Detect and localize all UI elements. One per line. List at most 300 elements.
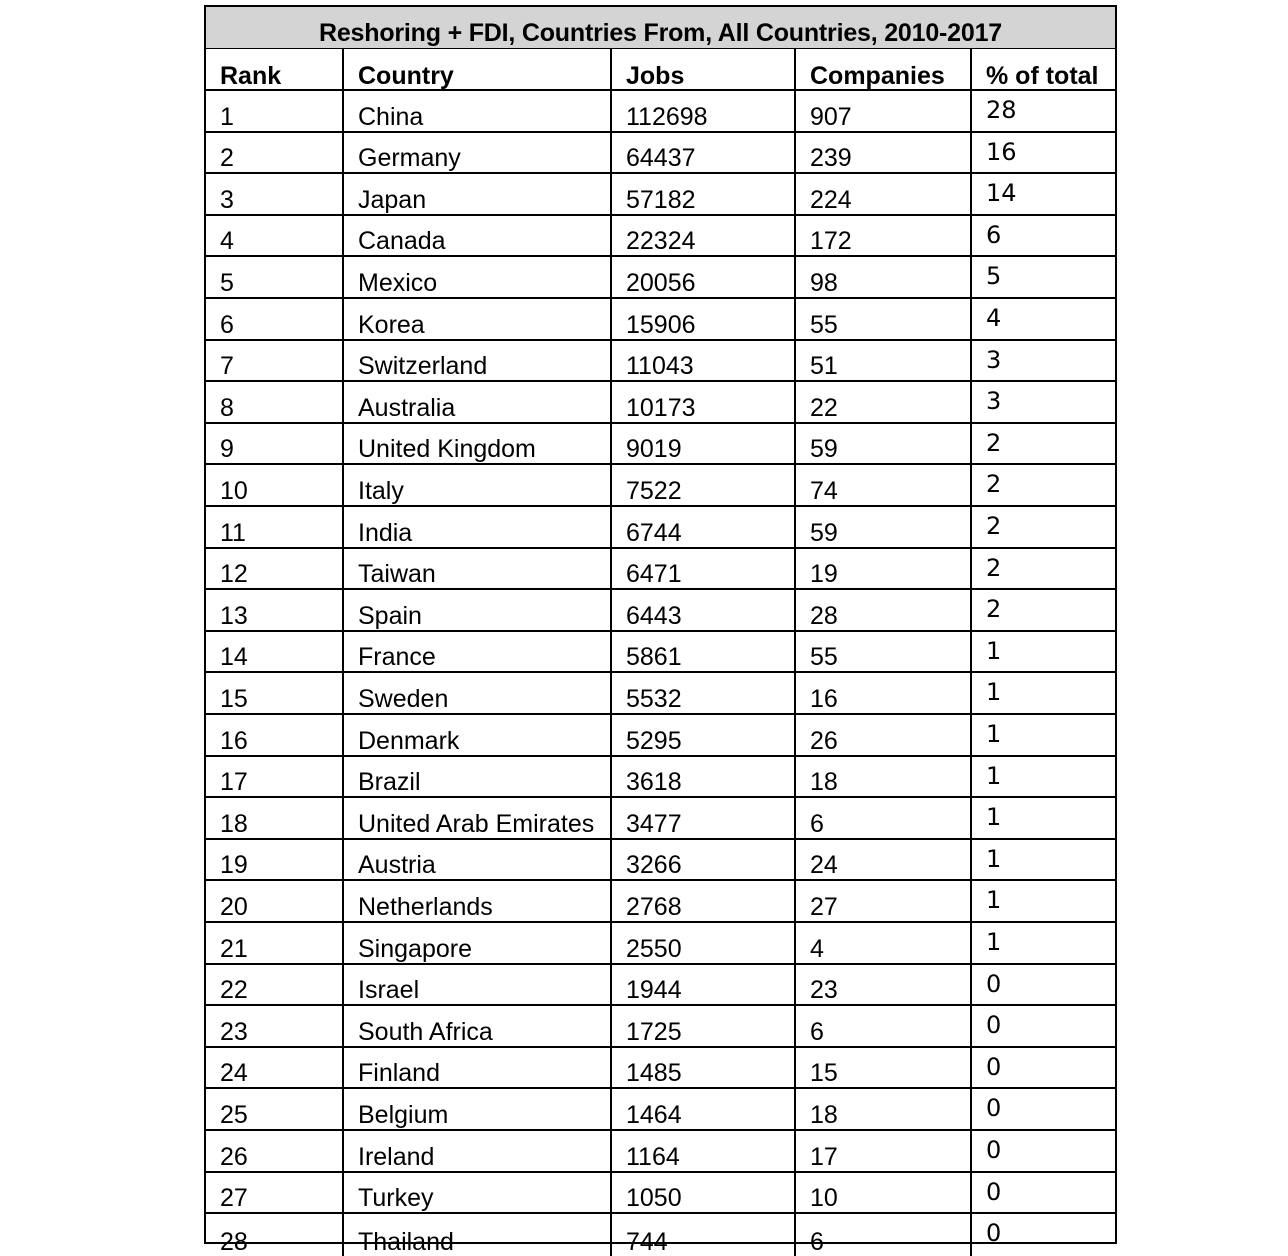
rank-cell-value: 9 [220, 435, 234, 464]
jobs-cell [612, 424, 796, 464]
jobs-cell [612, 1131, 796, 1171]
companies-cell [796, 632, 972, 672]
table-row [206, 673, 1115, 715]
table-row [206, 382, 1115, 424]
rank-cell-value: 22 [220, 976, 248, 1005]
country-cell [344, 923, 612, 963]
rank-cell-value: 25 [220, 1100, 248, 1129]
table-row [206, 1173, 1115, 1215]
jobs-cell [612, 133, 796, 173]
country-cell [344, 216, 612, 256]
jobs-cell-value: 5532 [626, 684, 682, 713]
companies-cell-value: 59 [810, 518, 838, 547]
rank-cell-value: 19 [220, 851, 248, 880]
jobs-cell-value: 57182 [626, 185, 696, 214]
companies-cell [796, 881, 972, 921]
jobs-cell [612, 715, 796, 755]
country-cell [344, 1173, 612, 1213]
country-cell [344, 1006, 612, 1046]
rank-cell [206, 133, 344, 173]
pct-cell [972, 1173, 1115, 1213]
companies-cell [796, 1006, 972, 1046]
pct-cell [972, 257, 1115, 297]
companies-cell [796, 757, 972, 797]
rank-cell [206, 1173, 344, 1213]
companies-cell [796, 923, 972, 963]
country-cell [344, 133, 612, 173]
companies-cell [796, 1089, 972, 1129]
pct-cell-value: 1 [986, 844, 1002, 873]
companies-cell [796, 590, 972, 630]
rank-cell-value: 8 [220, 393, 234, 422]
jobs-cell [612, 382, 796, 422]
table-row [206, 840, 1115, 882]
header-rank [206, 49, 344, 89]
country-cell [344, 507, 612, 547]
rank-cell [206, 673, 344, 713]
jobs-cell [612, 257, 796, 297]
country-cell [344, 465, 612, 505]
pct-cell [972, 299, 1115, 339]
companies-cell-value: 24 [810, 851, 838, 880]
rank-cell-value: 28 [220, 1227, 248, 1256]
table-row [206, 216, 1115, 258]
jobs-cell [612, 91, 796, 131]
companies-cell-value: 27 [810, 892, 838, 921]
jobs-cell-value: 10173 [626, 393, 696, 422]
pct-cell [972, 507, 1115, 547]
jobs-cell [612, 299, 796, 339]
table-row [206, 133, 1115, 175]
country-cell [344, 341, 612, 381]
companies-cell-value: 4 [810, 934, 824, 963]
country-cell-value: Finland [358, 1059, 440, 1088]
pct-cell [972, 840, 1115, 880]
country-cell-value: Spain [358, 601, 422, 630]
rank-cell [206, 424, 344, 464]
companies-cell [796, 798, 972, 838]
header-pct-label: % of total [986, 62, 1099, 89]
pct-cell [972, 1131, 1115, 1171]
country-cell-value: Korea [358, 310, 425, 339]
pct-cell-value: 2 [986, 595, 1002, 624]
rank-cell-value: 6 [220, 310, 234, 339]
pct-cell-value: 14 [986, 179, 1017, 208]
pct-cell-value: 0 [986, 1011, 1002, 1040]
companies-cell [796, 715, 972, 755]
jobs-cell-value: 1164 [626, 1142, 680, 1171]
companies-cell [796, 424, 972, 464]
jobs-cell-value: 6443 [626, 601, 682, 630]
table-row [206, 923, 1115, 965]
pct-cell-value: 3 [986, 345, 1002, 374]
companies-cell-value: 18 [810, 1100, 838, 1129]
companies-cell-value: 59 [810, 435, 838, 464]
rank-cell [206, 507, 344, 547]
pct-cell-value: 2 [986, 470, 1002, 499]
country-cell-value: Taiwan [358, 560, 436, 589]
rank-cell-value: 7 [220, 352, 234, 381]
jobs-cell-value: 1464 [626, 1100, 682, 1129]
companies-cell [796, 507, 972, 547]
jobs-cell [612, 673, 796, 713]
companies-cell-value: 6 [810, 1227, 824, 1256]
pct-cell [972, 881, 1115, 921]
jobs-cell [612, 757, 796, 797]
companies-cell [796, 549, 972, 589]
pct-cell [972, 382, 1115, 422]
companies-cell [796, 91, 972, 131]
jobs-cell [612, 507, 796, 547]
companies-cell-value: 26 [810, 726, 838, 755]
companies-cell-value: 22 [810, 393, 838, 422]
rank-cell [206, 798, 344, 838]
rank-cell-value: 27 [220, 1184, 248, 1213]
companies-cell-value: 23 [810, 976, 838, 1005]
country-cell-value: India [358, 518, 413, 547]
country-cell-value: Brazil [358, 768, 421, 797]
rank-cell-value: 5 [220, 268, 234, 297]
rank-cell-value: 10 [220, 476, 248, 505]
rank-cell-value: 21 [220, 934, 248, 963]
country-cell-value: Italy [358, 476, 404, 505]
jobs-cell [612, 465, 796, 505]
companies-cell [796, 133, 972, 173]
jobs-cell-value: 2768 [626, 892, 682, 921]
jobs-cell [612, 1089, 796, 1129]
rank-cell-value: 1 [220, 102, 234, 131]
pct-cell-value: 1 [986, 720, 1002, 748]
jobs-cell [612, 881, 796, 921]
companies-cell [796, 382, 972, 422]
jobs-cell [612, 798, 796, 838]
country-cell-value: Japan [358, 185, 427, 214]
companies-cell-value: 16 [810, 684, 838, 713]
country-cell [344, 299, 612, 339]
jobs-cell [612, 549, 796, 589]
jobs-cell-value: 6744 [626, 518, 682, 547]
rank-cell-value: 24 [220, 1059, 248, 1088]
table-row [206, 881, 1115, 923]
rank-cell [206, 382, 344, 422]
country-cell-value: Israel [358, 976, 420, 1005]
jobs-cell-value: 11043 [626, 352, 694, 381]
pct-cell-value: 0 [986, 1094, 1002, 1123]
jobs-cell [612, 923, 796, 963]
country-cell-value: China [358, 102, 424, 131]
table-row [206, 1048, 1115, 1090]
rank-cell [206, 715, 344, 755]
country-cell-value: Singapore [358, 934, 472, 963]
pct-cell-value: 1 [986, 761, 1002, 790]
rank-cell-value: 13 [220, 601, 248, 630]
companies-cell-value: 6 [810, 809, 824, 838]
rank-cell [206, 257, 344, 297]
companies-cell-value: 51 [810, 352, 838, 381]
country-cell [344, 1048, 612, 1088]
companies-cell-value: 15 [810, 1059, 838, 1088]
table-row [206, 1131, 1115, 1173]
rank-cell [206, 216, 344, 256]
jobs-cell-value: 2550 [626, 934, 682, 963]
jobs-cell-value: 20056 [626, 268, 696, 297]
table-row [206, 341, 1115, 383]
country-cell [344, 881, 612, 921]
companies-cell-value: 28 [810, 601, 838, 630]
rank-cell [206, 1006, 344, 1046]
pct-cell-value: 1 [986, 636, 1002, 665]
country-cell [344, 590, 612, 630]
pct-cell-value: 0 [986, 969, 1002, 998]
rank-cell [206, 341, 344, 381]
country-cell [344, 257, 612, 297]
jobs-cell-value: 7522 [626, 476, 682, 505]
jobs-cell [612, 590, 796, 630]
rank-cell [206, 465, 344, 505]
country-cell [344, 1089, 612, 1129]
companies-cell [796, 216, 972, 256]
companies-cell [796, 1131, 972, 1171]
country-cell [344, 1214, 612, 1256]
rank-cell-value: 16 [220, 726, 248, 755]
jobs-cell-value: 3477 [626, 809, 682, 838]
table-row [206, 465, 1115, 507]
rank-cell [206, 965, 344, 1005]
jobs-cell-value: 1050 [626, 1184, 682, 1213]
header-rank-label: Rank [220, 62, 282, 89]
data-table [204, 5, 1117, 1256]
pct-cell [972, 715, 1115, 755]
pct-cell [972, 424, 1115, 464]
country-cell [344, 840, 612, 880]
rank-cell [206, 1131, 344, 1171]
pct-cell [972, 341, 1115, 381]
table-row [206, 1214, 1115, 1256]
table-row [206, 257, 1115, 299]
pct-cell [972, 1214, 1115, 1256]
companies-cell-value: 98 [810, 268, 838, 297]
pct-cell [972, 632, 1115, 672]
companies-cell-value: 10 [810, 1184, 838, 1213]
companies-cell [796, 465, 972, 505]
country-cell [344, 965, 612, 1005]
jobs-cell [612, 341, 796, 381]
rank-cell-value: 12 [220, 560, 248, 589]
rank-cell [206, 923, 344, 963]
companies-cell [796, 257, 972, 297]
table-row [206, 632, 1115, 674]
country-cell-value: Belgium [358, 1100, 449, 1129]
jobs-cell-value: 112698 [626, 102, 708, 131]
rank-cell [206, 590, 344, 630]
pct-cell-value: 1 [986, 928, 1002, 956]
pct-cell [972, 1089, 1115, 1129]
table-row [206, 757, 1115, 799]
rank-cell-value: 23 [220, 1017, 248, 1046]
pct-cell-value: 2 [986, 553, 1002, 582]
table-row [206, 715, 1115, 757]
pct-cell [972, 1006, 1115, 1046]
pct-cell-value: 3 [986, 387, 1002, 416]
pct-cell [972, 91, 1115, 131]
rank-cell [206, 632, 344, 672]
companies-cell-value: 18 [810, 768, 838, 797]
pct-cell-value: 6 [986, 220, 1002, 249]
country-cell [344, 91, 612, 131]
pct-cell-value: 16 [986, 137, 1017, 166]
country-cell-value: Sweden [358, 684, 449, 713]
rank-cell [206, 174, 344, 214]
pct-cell-value: 0 [986, 1219, 1002, 1248]
table-row [206, 798, 1115, 840]
jobs-cell [612, 965, 796, 1005]
jobs-cell [612, 632, 796, 672]
header-jobs-label: Jobs [626, 62, 685, 89]
country-cell-value: Thailand [358, 1227, 454, 1256]
country-cell [344, 424, 612, 464]
companies-cell [796, 1048, 972, 1088]
rank-cell-value: 2 [220, 144, 234, 173]
jobs-cell-value: 64437 [626, 144, 696, 173]
jobs-cell [612, 174, 796, 214]
table-row [206, 174, 1115, 216]
jobs-cell-value: 6471 [626, 560, 682, 589]
country-cell-value: Germany [358, 144, 461, 173]
rank-cell [206, 299, 344, 339]
jobs-cell-value: 5861 [626, 643, 682, 672]
jobs-cell-value: 744 [626, 1227, 668, 1256]
pct-cell-value: 1 [986, 678, 1002, 707]
pct-cell-value: 0 [986, 1052, 1002, 1081]
table-row [206, 965, 1115, 1007]
country-cell-value: United Kingdom [358, 435, 536, 464]
table-row [206, 590, 1115, 632]
header-companies-label: Companies [810, 62, 945, 89]
jobs-cell-value: 1725 [626, 1017, 682, 1046]
jobs-cell-value: 5295 [626, 726, 682, 755]
pct-cell [972, 174, 1115, 214]
rank-cell-value: 17 [220, 768, 248, 797]
companies-cell-value: 55 [810, 643, 838, 672]
rank-cell-value: 26 [220, 1142, 248, 1171]
table-row [206, 299, 1115, 341]
jobs-cell-value: 15906 [626, 310, 696, 339]
pct-cell [972, 549, 1115, 589]
pct-cell [972, 590, 1115, 630]
header-country [344, 49, 612, 89]
companies-cell-value: 907 [810, 102, 852, 131]
companies-cell-value: 74 [810, 476, 838, 505]
rank-cell [206, 549, 344, 589]
pct-cell [972, 133, 1115, 173]
country-cell-value: Ireland [358, 1142, 435, 1171]
table-title-bar [206, 7, 1115, 49]
country-cell-value: Australia [358, 393, 456, 422]
table-row [206, 507, 1115, 549]
pct-cell-value: 2 [986, 428, 1002, 457]
jobs-cell [612, 1006, 796, 1046]
rank-cell [206, 881, 344, 921]
pct-cell [972, 757, 1115, 797]
pct-cell [972, 798, 1115, 838]
country-cell-value: Denmark [358, 726, 460, 755]
header-country-label: Country [358, 62, 454, 89]
table-row [206, 1089, 1115, 1131]
companies-cell [796, 299, 972, 339]
country-cell-value: Canada [358, 227, 446, 256]
jobs-cell-value: 1944 [626, 976, 682, 1005]
jobs-cell [612, 1173, 796, 1213]
companies-cell-value: 55 [810, 310, 838, 339]
country-cell-value: South Africa [358, 1017, 493, 1046]
table-row [206, 549, 1115, 591]
pct-cell [972, 465, 1115, 505]
jobs-cell-value: 1485 [626, 1059, 682, 1088]
companies-cell [796, 341, 972, 381]
rank-cell-value: 11 [220, 518, 246, 547]
jobs-cell [612, 216, 796, 256]
rank-cell-value: 15 [220, 684, 248, 713]
country-cell-value: Switzerland [358, 352, 488, 381]
pct-cell-value: 5 [986, 262, 1002, 291]
country-cell [344, 174, 612, 214]
jobs-cell-value: 9019 [626, 435, 682, 464]
country-cell [344, 798, 612, 838]
jobs-cell [612, 1048, 796, 1088]
table-row [206, 424, 1115, 466]
country-cell-value: Netherlands [358, 892, 493, 921]
jobs-cell [612, 840, 796, 880]
pct-cell-value: 0 [986, 1177, 1002, 1206]
jobs-cell-value: 3266 [626, 851, 682, 880]
country-cell [344, 1131, 612, 1171]
companies-cell-value: 17 [810, 1142, 838, 1171]
table-row [206, 91, 1115, 133]
rank-cell [206, 91, 344, 131]
pct-cell [972, 216, 1115, 256]
table-row [206, 1006, 1115, 1048]
country-cell-value: Austria [358, 851, 436, 880]
companies-cell [796, 1173, 972, 1213]
country-cell [344, 715, 612, 755]
pct-cell-value: 1 [986, 803, 1002, 832]
companies-cell-value: 224 [810, 185, 852, 214]
rank-cell-value: 18 [220, 809, 248, 838]
pct-cell-value: 1 [986, 886, 1002, 915]
country-cell [344, 757, 612, 797]
companies-cell [796, 1214, 972, 1256]
country-cell-value: Turkey [358, 1184, 434, 1213]
rank-cell [206, 1089, 344, 1129]
country-cell-value: Mexico [358, 268, 438, 297]
companies-cell [796, 174, 972, 214]
table-header-row [206, 49, 1115, 91]
companies-cell-value: 6 [810, 1017, 824, 1046]
country-cell [344, 382, 612, 422]
country-cell-value: France [358, 643, 436, 672]
rank-cell [206, 840, 344, 880]
pct-cell [972, 965, 1115, 1005]
jobs-cell-value: 3618 [626, 768, 682, 797]
table-title: Reshoring + FDI, Countries From, All Countries, 2010-2017 [319, 19, 1002, 47]
companies-cell [796, 673, 972, 713]
companies-cell [796, 965, 972, 1005]
rank-cell-value: 3 [220, 185, 234, 214]
pct-cell [972, 923, 1115, 963]
rank-cell [206, 1214, 344, 1256]
country-cell [344, 673, 612, 713]
rank-cell [206, 1048, 344, 1088]
